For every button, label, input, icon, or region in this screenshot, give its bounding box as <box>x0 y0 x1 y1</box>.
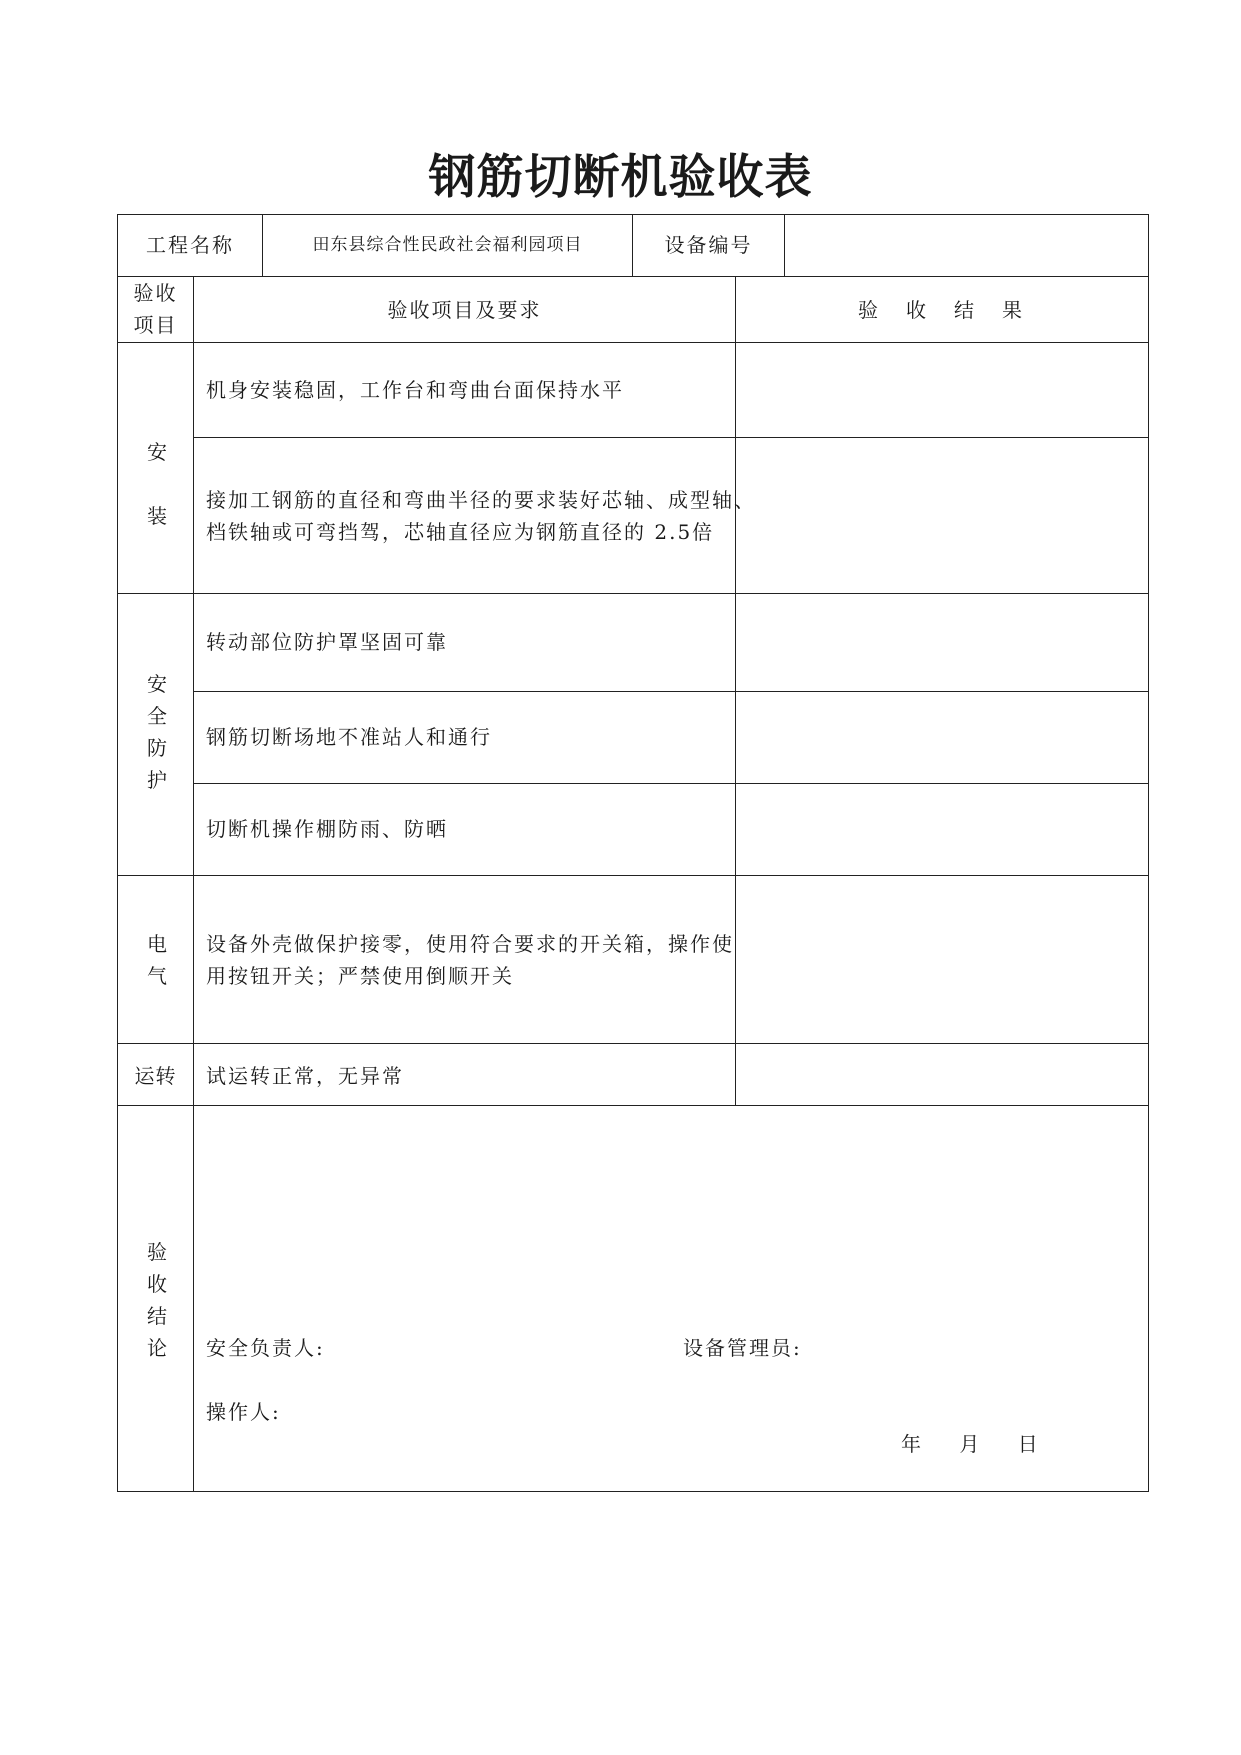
result-header: 验 收 结 果 <box>858 298 1026 322</box>
row-divider <box>117 276 1149 277</box>
install-requirement-2-line2: 档铁轴或可弯挡驾，芯轴直径应为钢筋直径的 2.5倍 <box>206 520 715 544</box>
install-requirement-2-line1: 接加工钢筋的直径和弯曲半径的要求装好芯轴、成型轴、 <box>206 488 756 512</box>
col-divider <box>784 214 785 276</box>
row-divider <box>117 1105 1149 1106</box>
run-requirement-1: 试运转正常，无异常 <box>206 1064 404 1088</box>
electric-section-label: 电 气 <box>147 932 167 988</box>
date-field[interactable]: 年 月 日 <box>901 1432 1042 1456</box>
table-border-left <box>117 214 118 1492</box>
item-header-line2: 项目 <box>133 313 178 337</box>
row-divider <box>193 691 1149 692</box>
safety-section-label: 安 全 防 护 <box>147 672 167 792</box>
row-divider <box>117 593 1149 594</box>
row-divider <box>193 437 1149 438</box>
conclusion-section-label: 验 收 结 论 <box>147 1240 167 1360</box>
safety-requirement-2: 钢筋切断场地不准站人和通行 <box>206 725 492 749</box>
page-title: 钢筋切断机验收表 <box>428 150 813 205</box>
install-section-label: 安 装 <box>147 440 167 528</box>
electric-requirement-line2: 用按钮开关；严禁使用倒顺开关 <box>206 964 514 988</box>
row-divider <box>117 875 1149 876</box>
row-divider <box>117 1043 1149 1044</box>
table-border-right <box>1148 214 1149 1492</box>
install-requirement-1: 机身安装稳固，工作台和弯曲台面保持水平 <box>206 378 624 402</box>
safety-officer-signature[interactable]: 安全负责人: <box>206 1336 325 1360</box>
device-number-label: 设备编号 <box>664 233 753 257</box>
item-header-line1: 验收 <box>133 281 178 305</box>
col-divider <box>735 276 736 1106</box>
table-border-top <box>117 214 1149 215</box>
equipment-manager-signature[interactable]: 设备管理员: <box>683 1336 802 1360</box>
row-divider <box>193 783 1149 784</box>
row-divider <box>117 342 1149 343</box>
safety-requirement-1: 转动部位防护罩坚固可靠 <box>206 630 448 654</box>
project-name-label: 工程名称 <box>146 233 234 257</box>
electric-requirement-line1: 设备外壳做保护接零，使用符合要求的开关箱，操作使 <box>206 932 734 956</box>
run-section-label: 运转 <box>134 1064 177 1088</box>
safety-requirement-3: 切断机操作棚防雨、防晒 <box>206 817 448 841</box>
project-name-value: 田东县综合性民政社会福利园项目 <box>312 235 583 255</box>
table-border-bottom <box>117 1491 1149 1492</box>
requirement-header: 验收项目及要求 <box>387 298 542 322</box>
operator-signature[interactable]: 操作人: <box>206 1400 281 1424</box>
